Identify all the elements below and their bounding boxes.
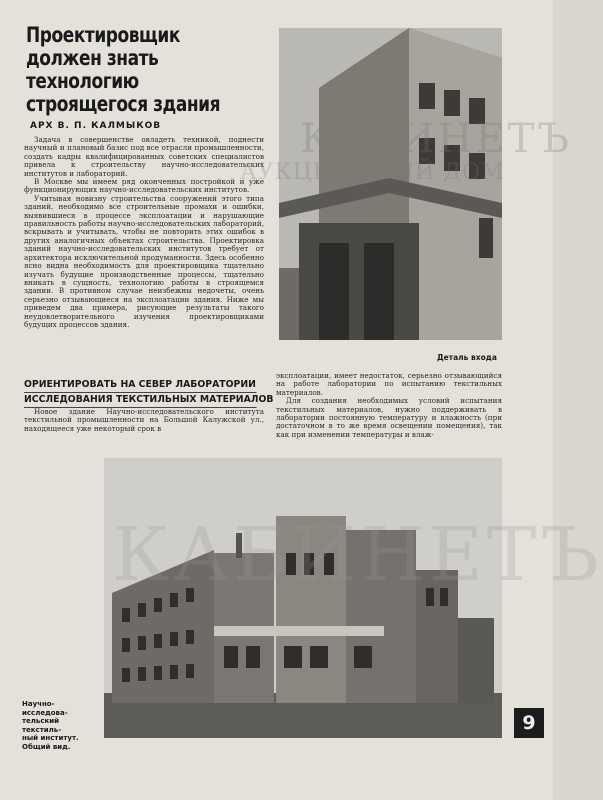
watermark-text-large: КАБИНЕТЪ	[112, 512, 603, 598]
caption-line: тельский текстиль-	[22, 717, 62, 734]
page-number: 9	[514, 708, 544, 738]
institute-building-illustration	[104, 458, 502, 738]
entrance-building-illustration	[279, 28, 502, 340]
text-column-1	[24, 136, 264, 329]
paragraph: Учитывая новизну строительства сооружений этого типа зданий, необходимо все строительные промахи и ошибки, выявившиеся в процессе эксплоатации и нарушающие правильность работы научно-исследовательских лабораторий, вскрывать и учитывать, чтобы не повторить этих ошибок в других аналогичных объектах строительства. Проектировка зданий научно-исследовательских институтов требует от архитектора исключительной продуманности. Здесь особенно ясно видна необходимость для проектировщика тщательно изучать будущие производственные процессы, тщательно вникать в сущность, технологию работы в строящемся здании. В противном случае неизбежны недочеты, очень серьезно отзывающиеся на эксплоатации здания. Ниже мы приведем два примера, рисующие результаты такого неудовлетворительного изучения проектировщиками будущих процессов здания.	[24, 193, 264, 329]
text-column-3	[276, 372, 502, 439]
section-heading	[24, 378, 274, 408]
section-heading-line: ИССЛЕДОВАНИЯ ТЕКСТИЛЬНЫХ МАТЕРИАЛОВ	[24, 393, 257, 408]
section-heading-line: ОРИЕНТИРОВАТЬ НА СЕВЕР ЛАБОРАТОРИИ	[24, 378, 257, 393]
paragraph: эксплоатации, имеет недостаток, серьезно отзывающийся на работе лаборатории по испытанию текстильных материалов.	[276, 371, 502, 397]
article-title	[26, 24, 266, 116]
caption-line: ный институт.	[22, 734, 79, 742]
title-line: строящегося здания	[26, 92, 221, 116]
caption-line: Общий вид.	[22, 742, 71, 751]
institute-general-view-photo	[104, 458, 502, 738]
photo-caption-institute	[22, 700, 100, 751]
title-line: технологию	[26, 69, 139, 93]
title-line: Проектировщик	[26, 23, 180, 47]
watermark-subtext: АУКЦИОННЫЙ ДОМ	[240, 160, 505, 185]
watermark-text: КАБИНЕТЪ	[300, 116, 573, 162]
paragraph: Задача в совершенстве овладеть техникой, поднести научный и плановый базис под все отрасли промышленности, создать кадры квалифицированных советских специалистов привела к строительству научно-исследовательских институтов и лабораторий.	[24, 135, 264, 178]
title-line: должен знать	[26, 46, 159, 70]
author-byline: АРХ В. П. КАЛМЫКОВ	[30, 121, 162, 131]
photo-caption-entrance: Деталь входа	[437, 353, 497, 362]
paragraph: Для создания необходимых условий испытания текстильных материалов, нужно поддерживать в лаборатории постоянную температуру и влажность (при достаточном в то же время освещении помещения), так как при изменении температуры и влаж-	[276, 396, 502, 439]
paragraph: Новое здание Научно-исследовательского института текстильной промышленности на Большой Калужской ул., находящееся уже некоторый срок в	[24, 407, 264, 433]
entrance-detail-photo	[279, 28, 502, 340]
caption-line: Научно-исследова-	[22, 700, 68, 717]
text-column-2	[24, 408, 264, 433]
paragraph: В Москве мы имеем ряд оконченных постройкой и уже функционирующих научно-исследовательских институтов.	[24, 177, 264, 195]
